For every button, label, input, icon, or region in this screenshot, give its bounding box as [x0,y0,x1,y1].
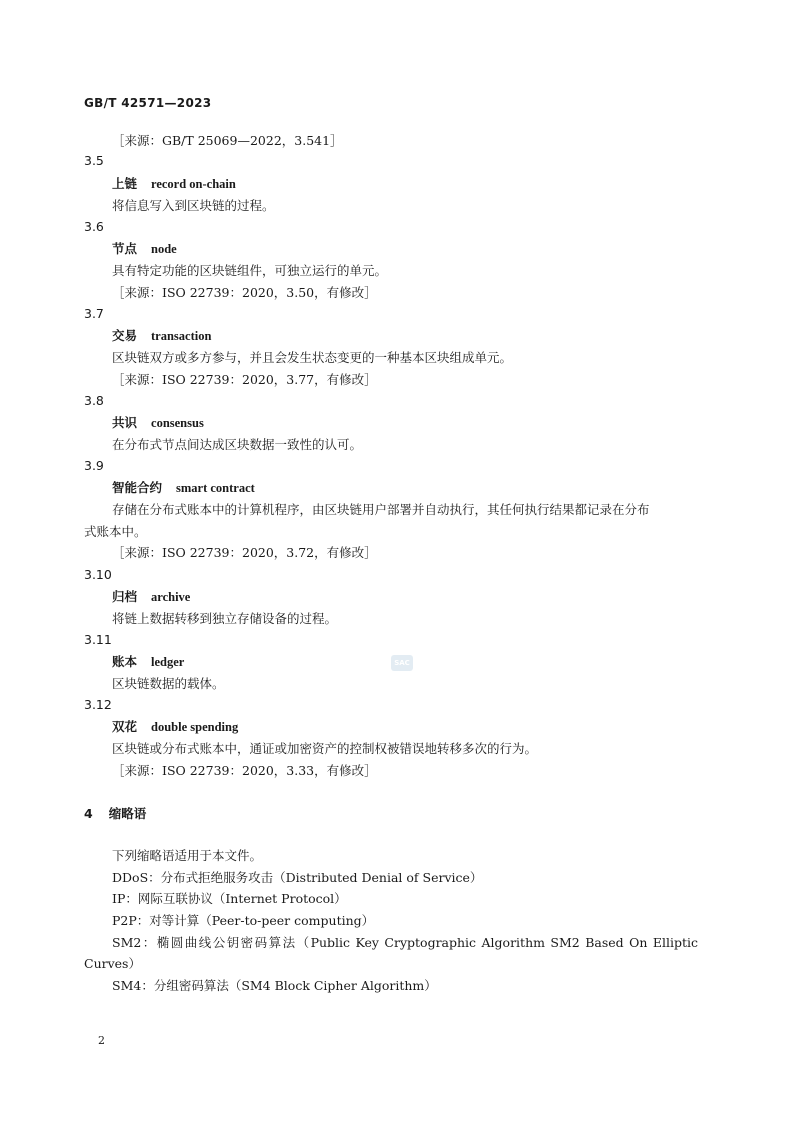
source-citation: ［来源：GB/T 25069—2022，3.541］ [112,133,343,148]
section-title: 缩略语 [108,806,147,821]
term-definition: 将链上数据转移到独立存储设备的过程。 [112,611,338,626]
term-definition: 区块链双方或多方参与，并且会发生状态变更的一种基本区块组成单元。 [112,350,513,365]
abbreviation-item: P2P：对等计算（Peer-to-peer computing） [112,913,375,928]
term-en: transaction [151,329,212,343]
term-zh: 智能合约 [112,480,163,495]
clause-number: 3.11 [84,632,112,647]
clause-number: 3.8 [84,393,104,408]
abbreviation-item: SM4：分组密码算法（SM4 Block Cipher Algorithm） [112,978,437,993]
term-en: archive [151,590,191,604]
section-intro: 下列缩略语适用于本文件。 [112,848,263,863]
term-zh: 归档 [112,589,138,604]
term-en: record on-chain [151,177,236,191]
standard-id-header: GB/T 42571—2023 [84,96,212,110]
term-heading [112,654,184,670]
section-number: 4 [84,806,93,821]
term-zh: 双花 [112,719,138,734]
term-definition: 区块链或分布式账本中，通证或加密资产的控制权被错误地转移多次的行为。 [112,741,538,756]
term-heading [112,480,255,496]
term-heading [112,241,177,257]
term-zh: 共识 [112,415,138,430]
term-zh: 上链 [112,176,138,191]
clause-number: 3.12 [84,697,112,712]
term-definition-line2: 式账本中。 [84,524,147,539]
clause-number: 3.6 [84,219,104,234]
page-number: 2 [98,1034,105,1047]
term-definition: 将信息写入到区块链的过程。 [112,198,275,213]
term-en: ledger [151,655,185,669]
term-heading [112,589,190,605]
term-heading [112,176,236,192]
term-definition: 在分布式节点间达成区块数据一致性的认可。 [112,437,363,452]
source-citation: ［来源：ISO 22739：2020，3.72，有修改］ [112,545,377,560]
clause-number: 3.9 [84,458,104,473]
term-definition: 区块链数据的载体。 [112,676,225,691]
term-heading [112,328,211,344]
abbreviation-item-continued: Curves） [84,956,141,971]
term-heading [112,719,238,735]
term-definition-line1: 存储在分布式账本中的计算机程序，由区块链用户部署并自动执行，其任何执行结果都记录在分布 [112,502,650,517]
abbreviation-item: SM2：椭圆曲线公钥密码算法（Public Key Cryptographic Algorithm SM2 Based On Elliptic [112,935,698,950]
clause-number: 3.7 [84,306,104,321]
section-heading [84,806,146,822]
clause-number: 3.5 [84,153,104,168]
abbreviation-item: IP：网际互联协议（Internet Protocol） [112,891,347,906]
sac-watermark: SAC [391,655,413,671]
term-en: node [151,242,177,256]
clause-number: 3.10 [84,567,112,582]
term-zh: 交易 [112,328,138,343]
source-citation: ［来源：ISO 22739：2020，3.33，有修改］ [112,763,377,778]
term-heading [112,415,204,431]
source-citation: ［来源：ISO 22739：2020，3.50，有修改］ [112,285,377,300]
term-zh: 账本 [112,654,138,669]
source-citation: ［来源：ISO 22739：2020，3.77，有修改］ [112,372,377,387]
term-definition: 具有特定功能的区块链组件，可独立运行的单元。 [112,263,388,278]
term-en: double spending [151,720,239,734]
term-en: smart contract [176,481,255,495]
term-zh: 节点 [112,241,138,256]
abbreviation-item: DDoS：分布式拒绝服务攻击（Distributed Denial of Service） [112,870,483,885]
term-en: consensus [151,416,204,430]
